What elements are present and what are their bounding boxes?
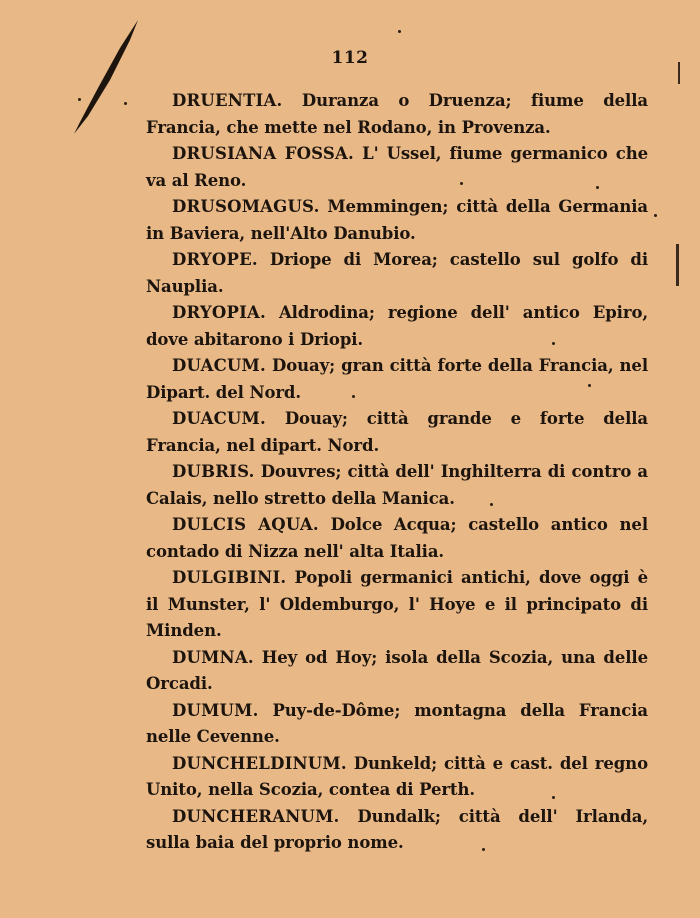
entry-text: Dolce Acqua; castello antico nel contado di Nizza nell' alta Italia. bbox=[146, 515, 648, 561]
entry-text: Duranza o Druenza; fiume della Francia, che mette nel Rodano, in Provenza. bbox=[146, 91, 648, 137]
dictionary-entry bbox=[146, 645, 648, 698]
entry-text: Hey od Hoy; isola della Scozia, una delle Orcadi. bbox=[146, 647, 648, 693]
page-number: 112 bbox=[331, 48, 369, 68]
margin-mark bbox=[676, 244, 679, 286]
ink-speck bbox=[124, 102, 127, 105]
entry-text: Douay; gran città forte della Francia, nel Dipart. del Nord. bbox=[146, 356, 648, 402]
dictionary-entry bbox=[146, 459, 648, 512]
ink-speck bbox=[588, 384, 591, 387]
ink-stroke-mark bbox=[70, 18, 140, 138]
ink-speck bbox=[78, 98, 81, 101]
dictionary-entry bbox=[146, 751, 648, 804]
dictionary-entry bbox=[146, 141, 648, 194]
ink-speck bbox=[398, 30, 401, 33]
entry-headword: DRUSIANA FOSSA. bbox=[172, 144, 354, 163]
entry-headword: DRYOPE. bbox=[172, 250, 258, 269]
entry-headword: DUMNA. bbox=[172, 647, 254, 667]
dictionary-entry bbox=[146, 698, 648, 751]
margin-mark bbox=[678, 62, 680, 84]
entry-headword: DULCIS AQUA. bbox=[172, 515, 319, 534]
ink-speck bbox=[482, 848, 485, 851]
ink-speck bbox=[460, 182, 463, 185]
dictionary-entry bbox=[146, 353, 648, 406]
entry-headword: DUNCHERANUM. bbox=[172, 806, 340, 826]
ink-speck bbox=[552, 796, 555, 799]
entry-headword: DULGIBINI. bbox=[172, 568, 287, 587]
entry-headword: DRUSOMAGUS. bbox=[172, 197, 320, 216]
entry-text: Dundalk; città dell' Irlanda, sulla baia del proprio nome. bbox=[146, 806, 648, 852]
ink-speck bbox=[490, 503, 493, 506]
entry-text: Douvres; città dell' Inghilterra di contro a Calais, nello stretto della Manica. bbox=[146, 462, 648, 508]
entry-headword: DUACUM. bbox=[172, 356, 266, 375]
entry-text: Puy-de-Dôme; montagna della Francia nelle Cevenne. bbox=[146, 700, 648, 746]
entry-headword: DRUENTIA. bbox=[172, 91, 283, 110]
dictionary-entry bbox=[146, 88, 648, 141]
entry-text: Popoli germanici antichi, dove oggi è il Munster, l' Oldemburgo, l' Hoye e il principato di Minden. bbox=[146, 568, 648, 640]
entry-headword: DUMUM. bbox=[172, 700, 259, 720]
dictionary-entry bbox=[146, 565, 648, 645]
dictionary-entries bbox=[146, 88, 648, 857]
entry-text: L' Ussel, fiume germanico che va al Reno. bbox=[146, 144, 648, 190]
entry-text: Douay; città grande e forte della Francia, nel dipart. Nord. bbox=[146, 409, 648, 455]
entry-headword: DUNCHELDINUM. bbox=[172, 753, 347, 773]
ink-speck bbox=[352, 395, 355, 398]
entry-text: Driope di Morea; castello sul golfo di Nauplia. bbox=[146, 250, 648, 296]
entry-text: Dunkeld; città e cast. del regno Unito, nella Scozia, contea di Perth. bbox=[146, 753, 648, 799]
dictionary-entry bbox=[146, 512, 648, 565]
entry-text: Memmingen; città della Germania in Baviera, nell'Alto Danubio. bbox=[146, 197, 648, 243]
ink-speck bbox=[596, 186, 599, 189]
entry-headword: DUACUM. bbox=[172, 409, 266, 428]
entry-headword: DRYOPIA. bbox=[172, 303, 266, 322]
dictionary-entry bbox=[146, 804, 648, 857]
entry-text: Aldrodina; regione dell' antico Epiro, dove abitarono i Driopi. bbox=[146, 303, 648, 349]
entry-headword: DUBRIS. bbox=[172, 462, 255, 481]
dictionary-entry bbox=[146, 406, 648, 459]
ink-speck bbox=[654, 214, 657, 217]
dictionary-entry bbox=[146, 194, 648, 247]
ink-speck bbox=[552, 342, 555, 345]
dictionary-entry bbox=[146, 300, 648, 353]
dictionary-entry bbox=[146, 247, 648, 300]
